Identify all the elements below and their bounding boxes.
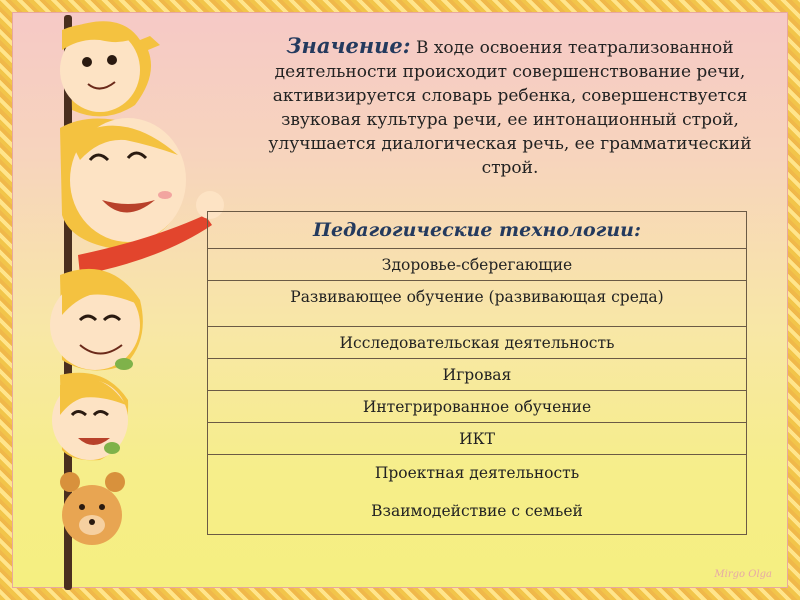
intro-text: В ходе освоения театрализованной деятельности происходит совершенствование речи, активизируется словарь ребенка, совершенствуется звуковая культура речи, ее интонационный строй, улучшается диалогическая речь, ее грамматический строй. [268, 38, 752, 178]
intro-label: Значение: [286, 33, 411, 58]
table-row [208, 249, 747, 281]
table-cell: Здоровье-сберегающие [208, 249, 747, 281]
table-row [208, 359, 747, 391]
technologies-table [207, 211, 747, 535]
intro-paragraph [250, 34, 770, 180]
watermark: Mirgo Olga [714, 569, 772, 580]
table-row [208, 327, 747, 359]
table-cell: ИКТ [208, 423, 747, 455]
table-row [208, 455, 747, 535]
table-cell-combined [208, 455, 747, 535]
table-header: Педагогические технологии: [208, 212, 747, 249]
table-row [208, 423, 747, 455]
table-row [208, 281, 747, 327]
table-header-row [208, 212, 747, 249]
table-cell: Исследовательская деятельность [208, 327, 747, 359]
table-cell: Игровая [208, 359, 747, 391]
table-cell-line: Проектная деятельность [374, 464, 580, 482]
table-cell-line: Взаимодействие с семьей [371, 502, 583, 520]
table-cell: Развивающее обучение (развивающая среда) [208, 281, 747, 327]
table-cell: Интегрированное обучение [208, 391, 747, 423]
table-row [208, 391, 747, 423]
